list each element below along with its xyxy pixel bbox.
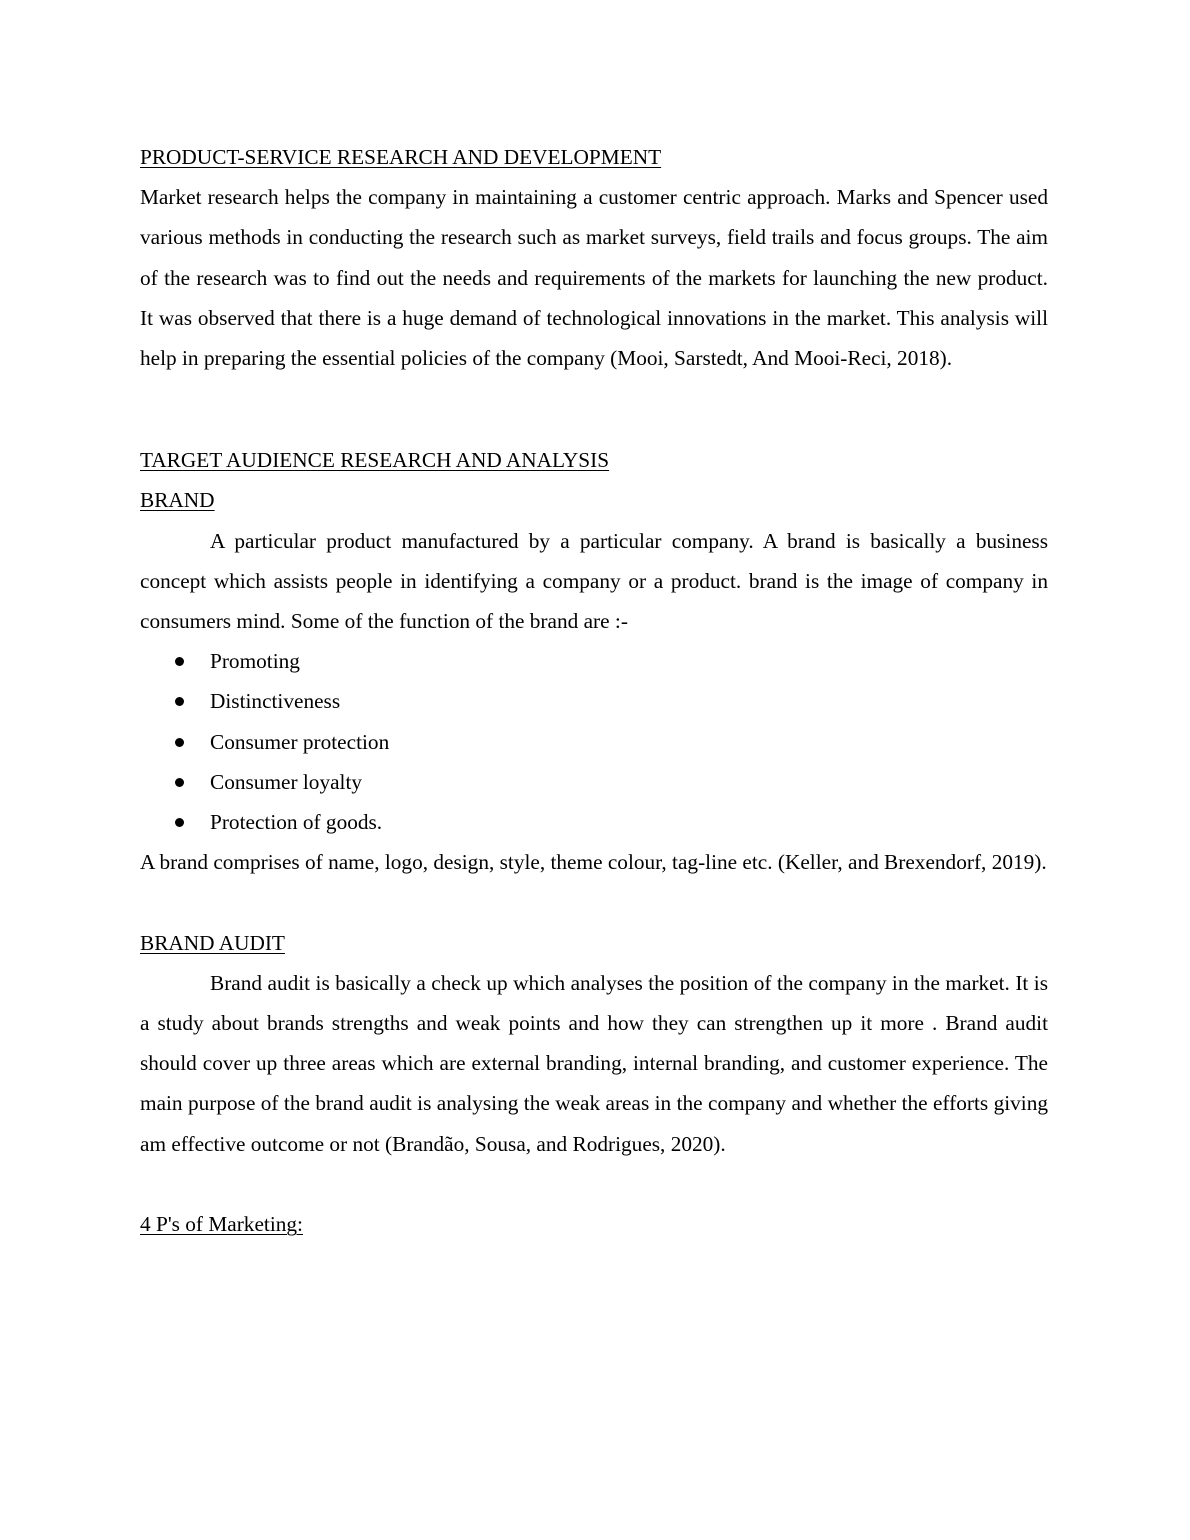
bullet-icon (175, 778, 184, 787)
heading-target-audience: TARGET AUDIENCE RESEARCH AND ANALYSIS (140, 448, 610, 473)
bullet-icon (175, 697, 184, 706)
document-page (140, 137, 1048, 1244)
heading-brand-audit: BRAND AUDIT (140, 930, 285, 955)
bullet-icon (175, 738, 184, 747)
list-item (140, 762, 1048, 802)
spacer (140, 1164, 1048, 1204)
list-item (140, 802, 1048, 842)
bullet-icon (175, 657, 184, 666)
list-item-label: Distinctiveness (210, 689, 341, 714)
spacer (140, 882, 1048, 922)
list-item (140, 722, 1048, 762)
paragraph-brand-audit: Brand audit is basically a check up which analyses the position of the company in the market. It is a study about brands strengths and weak points and how they can strengthen up it more . Brand audit should cover up three areas which are external branding, internal branding, and customer experience. The main purpose of the brand audit is analysing the weak areas in the company and whether the efforts giving am effective outcome or not (Brandão, Sousa, and Rodrigues, 2020). (140, 970, 1048, 1156)
brand-functions-list (140, 641, 1048, 842)
list-item (140, 641, 1048, 681)
list-item-label: Promoting (210, 649, 300, 674)
list-item-label: Consumer protection (210, 729, 390, 754)
paragraph-product-service: Market research helps the company in maintaining a customer centric approach. Marks and Spencer used various methods in conducting the research such as market surveys, field trails and focus groups. The aim of the research was to find out the needs and requirements of the markets for launching the new product. It was observed that there is a huge demand of technological innovations in the market. This analysis will help in preparing the essential policies of the company (Mooi, Sarstedt, And Mooi-Reci, 2018). (140, 185, 1048, 371)
list-item-label: Consumer loyalty (210, 769, 363, 794)
paragraph-brand: A particular product manufactured by a particular company. A brand is basically a business concept which assists people in identifying a company or a product. brand is the image of company in consumers mind. Some of the function of the brand are :- (140, 528, 1048, 634)
paragraph-brand-closing: A brand comprises of name, logo, design, style, theme colour, tag-line etc. (Keller, and Brexendorf, 2019). (140, 850, 1047, 875)
spacer (140, 378, 1048, 440)
heading-marketing: 4 P's of Marketing: (140, 1212, 303, 1237)
list-item-label: Protection of goods. (210, 810, 383, 835)
list-item (140, 681, 1048, 721)
bullet-icon (175, 818, 184, 827)
heading-brand: BRAND (140, 488, 215, 513)
heading-product-service: PRODUCT-SERVICE RESEARCH AND DEVELOPMENT (140, 145, 662, 169)
